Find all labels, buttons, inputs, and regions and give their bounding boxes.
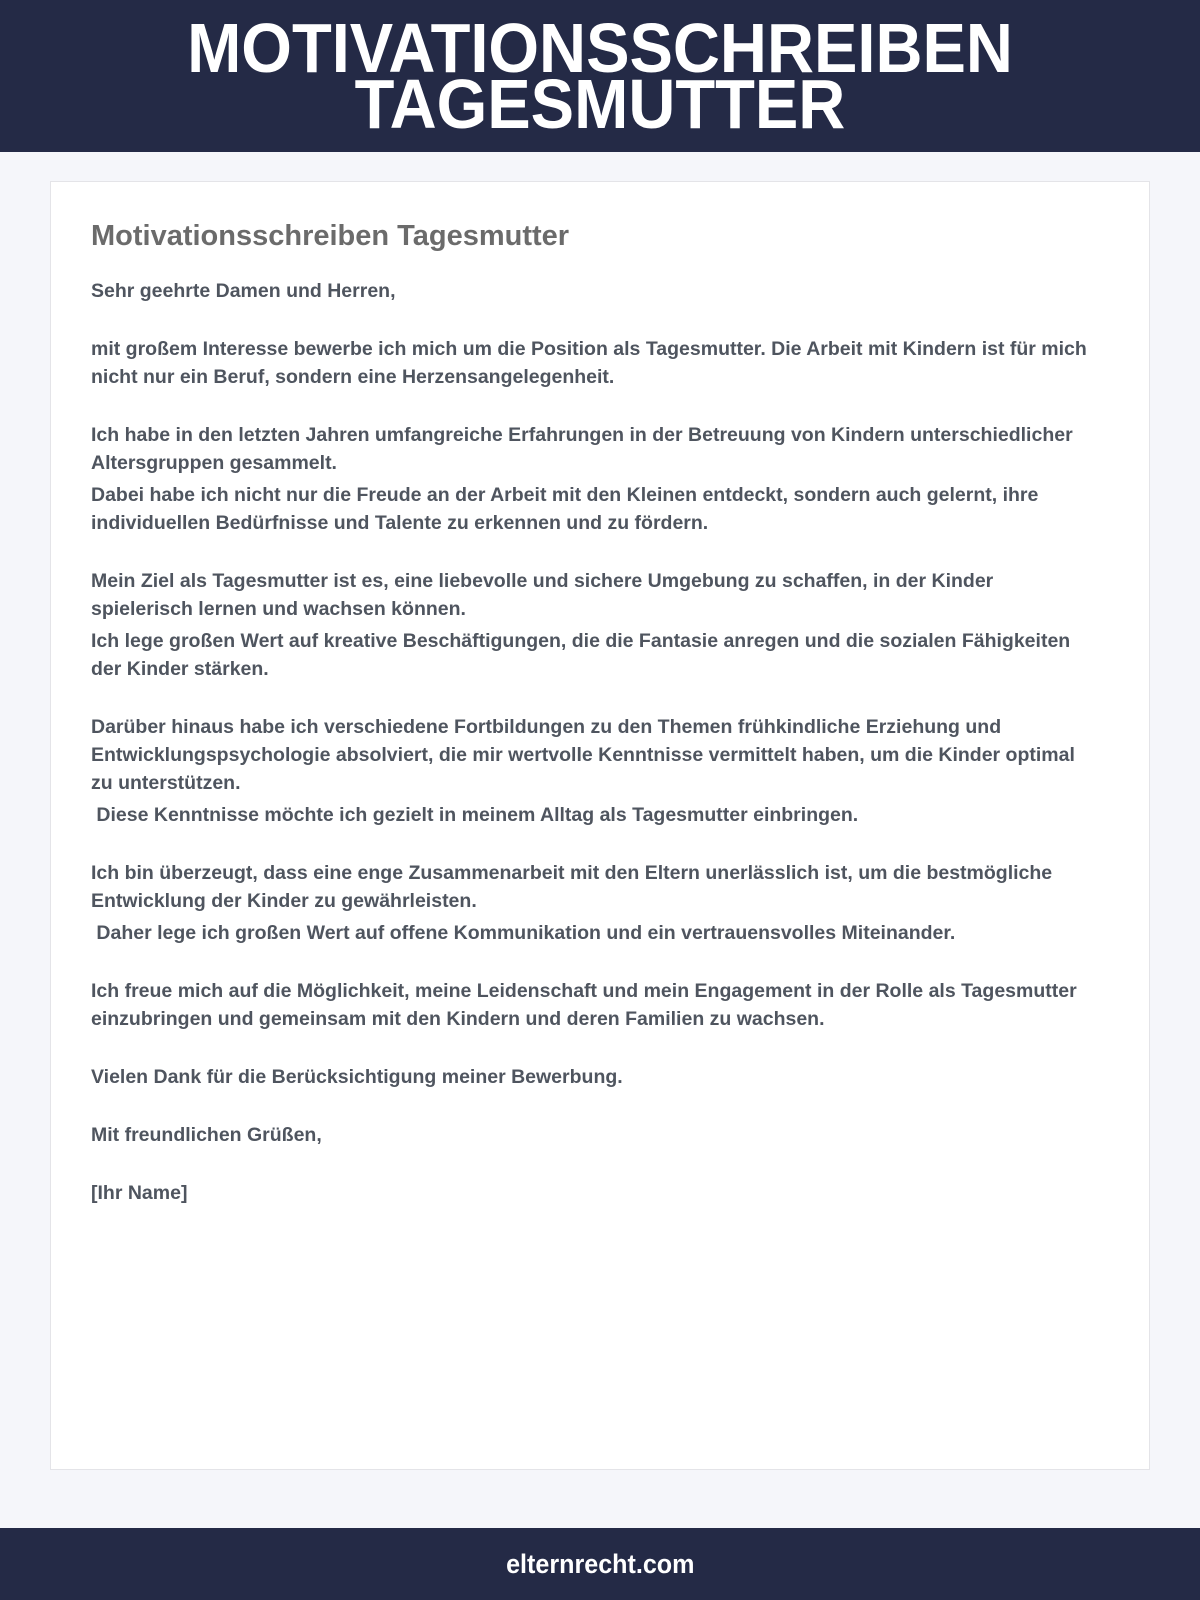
content-area <box>0 152 1200 1528</box>
page-title <box>187 9 1013 143</box>
letter-paragraph: Ich lege großen Wert auf kreative Beschäftigungen, die die Fantasie anregen und die sozialen Fähigkeiten der Kinder stärken. <box>91 630 1076 680</box>
letter-paragraph: Ich habe in den letzten Jahren umfangreiche Erfahrungen in der Betreuung von Kindern unterschiedlicher Altersgruppen gesammelt. <box>91 424 1078 474</box>
letter-title: Motivationsschreiben Tagesmutter <box>91 220 570 252</box>
page-header <box>0 0 1200 152</box>
letter-paragraph: Vielen Dank für die Berücksichtigung meiner Bewerbung. <box>91 1066 623 1088</box>
letter-paragraph: [Ihr Name] <box>91 1182 188 1204</box>
letter-paragraph: Ich bin überzeugt, dass eine enge Zusammenarbeit mit den Eltern unerlässlich ist, um die bestmögliche Entwicklung der Kinder zu gewährleisten. <box>91 862 1058 912</box>
letter-paragraph: mit großem Interesse bewerbe ich mich um die Position als Tagesmutter. Die Arbeit mit Kindern ist für mich nicht nur ein Beruf, sondern eine Herzensangelegenheit. <box>91 338 1093 388</box>
page-footer <box>0 1528 1200 1600</box>
letter-paragraph: Dabei habe ich nicht nur die Freude an der Arbeit mit den Kleinen entdeckt, sondern auch gelernt, ihre individuellen Bedürfnisse und Talente zu erkennen und zu fördern. <box>91 484 1044 534</box>
footer-brand-link[interactable]: elternrecht.com <box>505 1548 695 1579</box>
page-title-line-2: TAGESMUTTER <box>354 65 846 143</box>
letter-paragraph: Mein Ziel als Tagesmutter ist es, eine liebevolle und sichere Umgebung zu schaffen, in der Kinder spielerisch lernen und wachsen können. <box>91 570 999 620</box>
letter-paragraph: Ich freue mich auf die Möglichkeit, meine Leidenschaft und mein Engagement in der Rolle als Tagesmutter einzubringen und gemeinsam mit den Kindern und deren Familien zu wachsen. <box>91 980 1083 1030</box>
letter-paragraph: Mit freundlichen Grüßen, <box>91 1124 322 1146</box>
letter-paragraph: Daher lege ich großen Wert auf offene Kommunikation und ein vertrauensvolles Miteinander. <box>91 922 956 944</box>
page-title-line-1: MOTIVATIONSSCHREIBEN <box>187 9 1013 87</box>
letter-body <box>91 277 1098 1207</box>
letter-paragraph: Sehr geehrte Damen und Herren, <box>91 280 396 302</box>
letter-paragraph: Darüber hinaus habe ich verschiedene Fortbildungen zu den Themen frühkindliche Erziehung und Entwicklungspsychologie absolviert, die mir wertvolle Kenntnisse vermittelt haben, um die Kinder optimal zu unterstützen. <box>91 716 1081 794</box>
letter-card <box>50 181 1150 1470</box>
letter-paragraph: Diese Kenntnisse möchte ich gezielt in meinem Alltag als Tagesmutter einbringen. <box>91 804 859 826</box>
